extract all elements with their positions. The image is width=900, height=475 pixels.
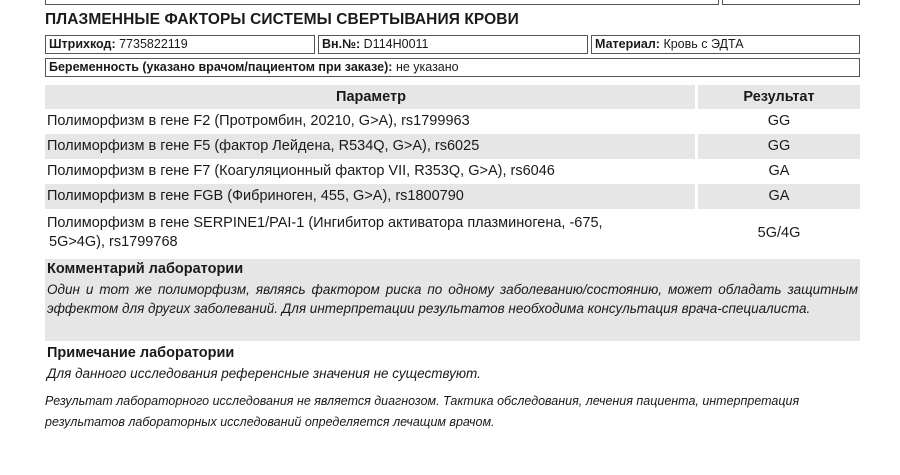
- column-header-result: Результат: [698, 85, 860, 109]
- barcode-label: Штрихкод:: [49, 37, 116, 51]
- row-parameter: Полиморфизм в гене F7 (Коагуляционный фактор VII, R353Q, G>A), rs6046: [47, 163, 555, 179]
- row-result: GA: [768, 163, 790, 179]
- row-result: GA: [698, 184, 860, 209]
- table-header-row: [45, 85, 860, 109]
- table-row: [45, 184, 860, 209]
- disclaimer-text: Результат лабораторного исследования не является диагнозом. Тактика обследования, лечения пациента, интерпретация результатов лабораторных исследований определяется лечащим врачом.: [45, 394, 800, 429]
- external-number-value: D114H0011: [363, 37, 429, 51]
- row-parameter-line: Полиморфизм в гене SERPINE1/PAI-1 (Ингибитор активатора плазминогена, -675,: [47, 215, 603, 231]
- pregnancy-field: [45, 58, 860, 77]
- material-field: [591, 35, 860, 54]
- barcode-field: [45, 35, 315, 54]
- lab-comment-text: Один и тот же полиморфизм, являясь фактором риска по одному заболеванию/состоянию, может обладать защитным эффектом для других заболеваний. Для интерпретации результатов необходима консультация врача-специалиста.: [47, 282, 858, 316]
- column-header-parameter: Параметр: [45, 85, 695, 109]
- row-parameter-line: 5G>4G), rs1799768: [49, 234, 178, 250]
- page-title: ПЛАЗМЕННЫЕ ФАКТОРЫ СИСТЕМЫ СВЕРТЫВАНИЯ КРОВИ: [45, 11, 519, 28]
- previous-field-box-right: [722, 0, 860, 5]
- table-row: [45, 109, 860, 134]
- table-row: [45, 209, 860, 257]
- table-row: [45, 159, 860, 184]
- row-parameter: Полиморфизм в гене FGB (Фибриноген, 455, G>A), rs1800790: [45, 184, 695, 209]
- pregnancy-value: не указано: [395, 60, 459, 74]
- row-result: GG: [767, 113, 791, 129]
- lab-note: [45, 343, 860, 383]
- external-number-field: [318, 35, 588, 54]
- row-parameter: Полиморфизм в гене F5 (фактор Лейдена, R534Q, G>A), rs6025: [45, 134, 695, 159]
- previous-field-box: [45, 0, 719, 5]
- lab-note-heading: Примечание лаборатории: [47, 345, 235, 361]
- pregnancy-label: Беременность (указано врачом/пациентом при заказе):: [49, 60, 393, 74]
- material-label: Материал:: [595, 37, 660, 51]
- row-parameter: Полиморфизм в гене F2 (Протромбин, 20210, G>A), rs1799963: [47, 113, 470, 129]
- lab-note-text: Для данного исследования референсные значения не существуют.: [47, 366, 481, 381]
- row-parameter: [45, 209, 695, 252]
- row-result: GG: [698, 134, 860, 159]
- lab-comment-heading: Комментарий лаборатории: [47, 261, 244, 277]
- external-number-label: Вн.№:: [322, 37, 361, 51]
- lab-comment: [45, 259, 860, 341]
- barcode-value: 7735822119: [119, 37, 188, 51]
- material-value: Кровь с ЭДТА: [663, 37, 744, 51]
- row-result: 5G/4G: [757, 225, 801, 241]
- table-row: [45, 134, 860, 159]
